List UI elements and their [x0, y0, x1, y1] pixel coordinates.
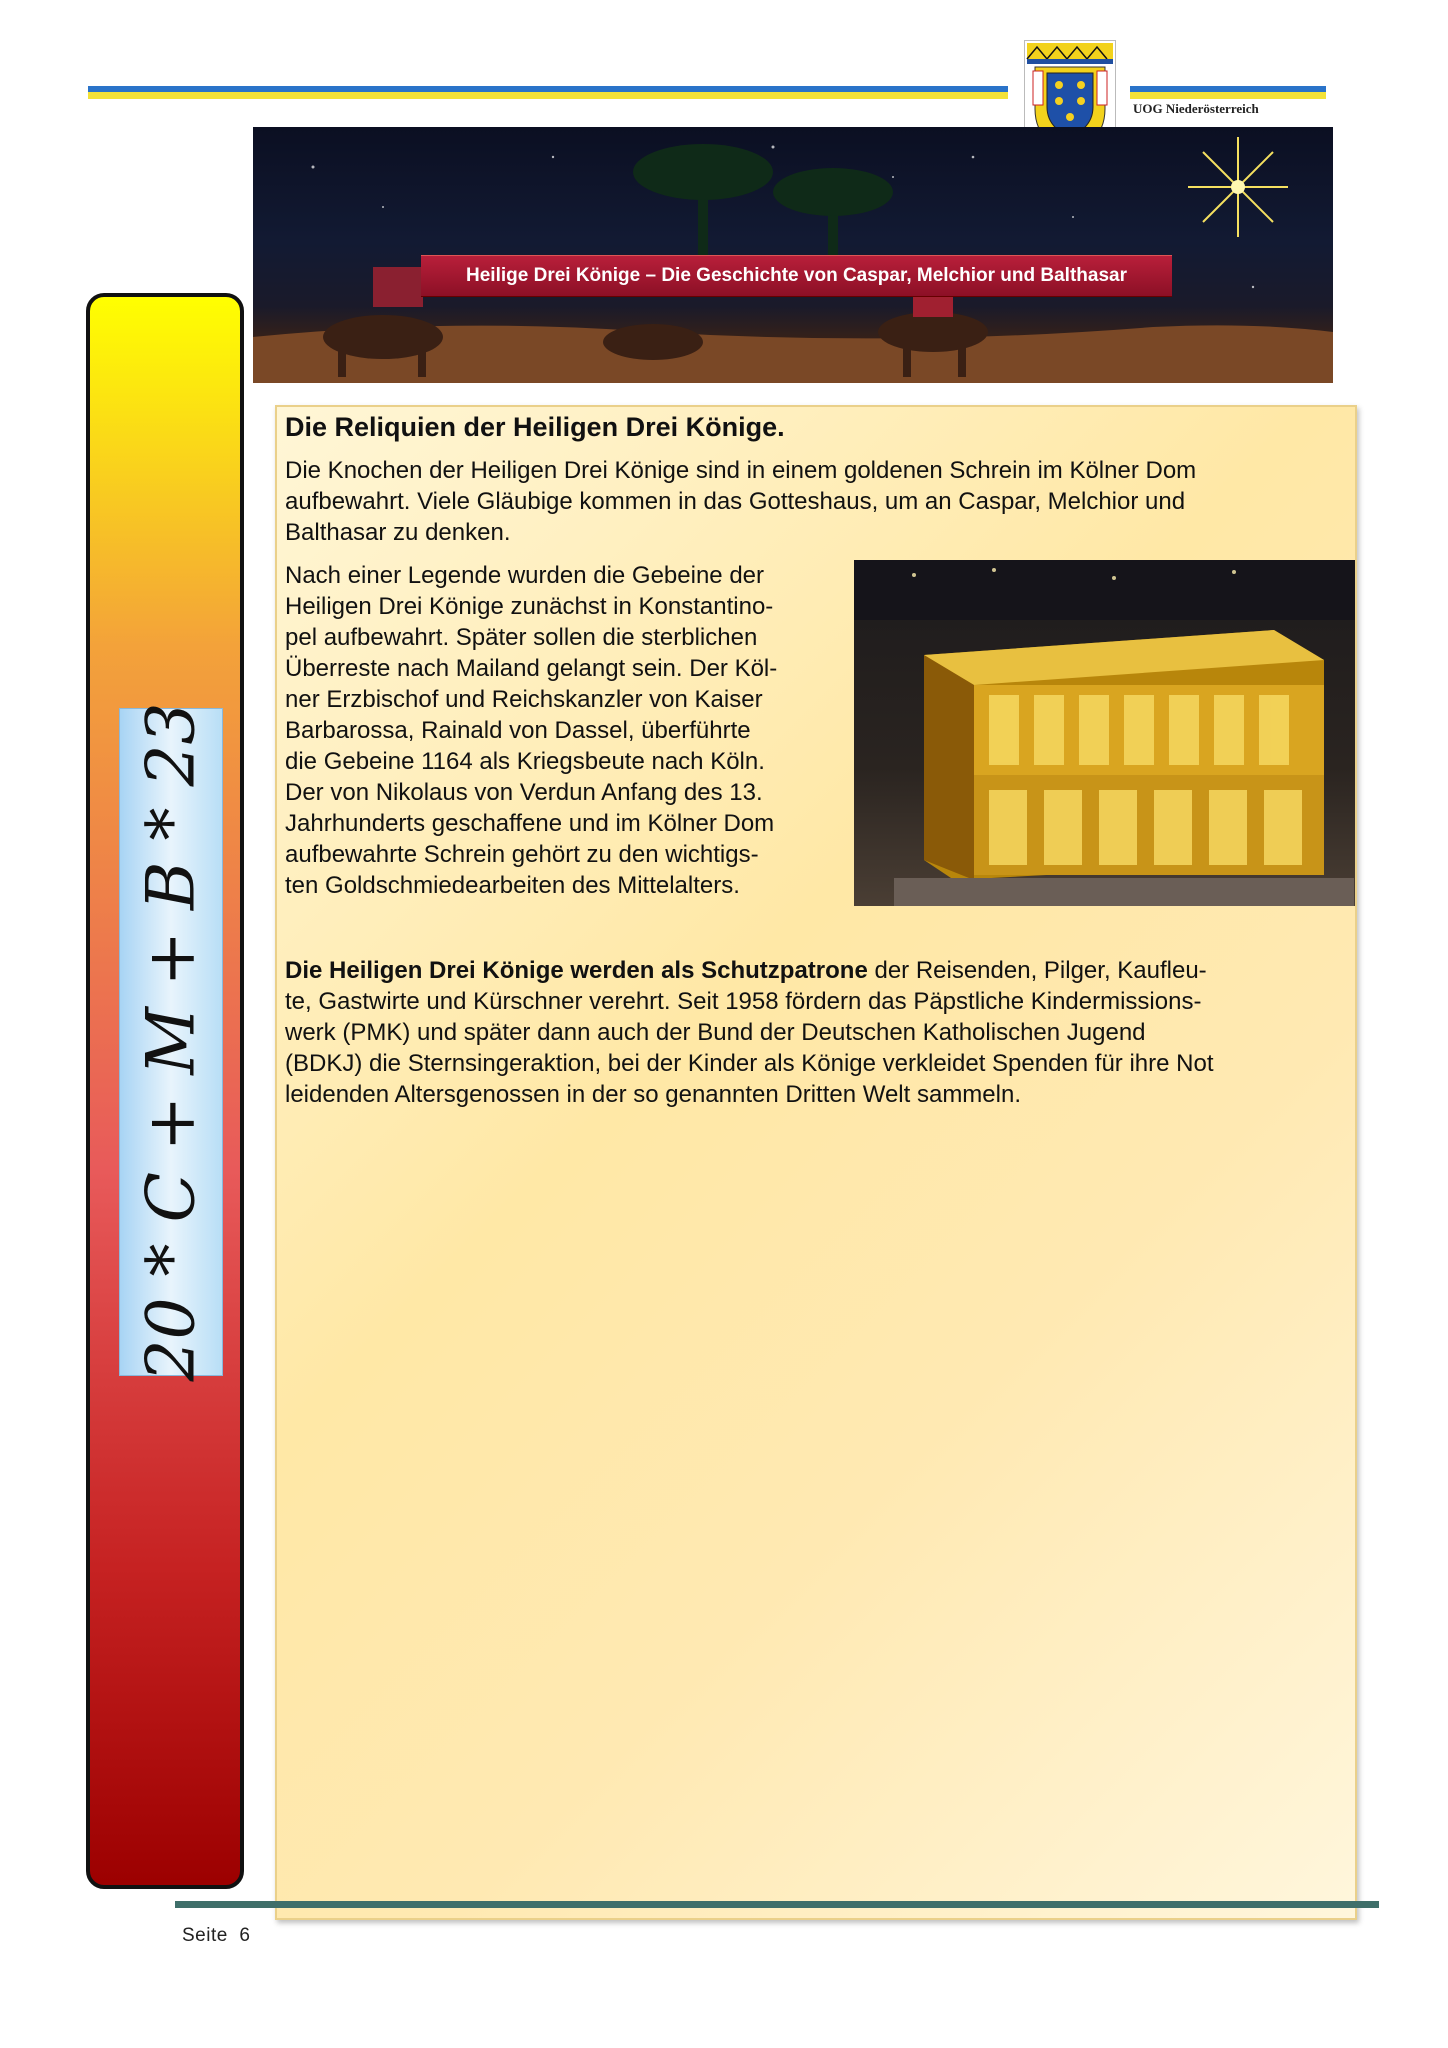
- patron-paragraph: [285, 955, 1345, 1110]
- golden-shrine-photo: [854, 560, 1355, 906]
- patron-line: werk (PMK) und später dann auch der Bund der Deutschen Katholischen Jugend: [285, 1019, 1146, 1046]
- legend-line: pel aufbewahrt. Später sollen die sterblichen: [285, 624, 758, 651]
- intro-line: Balthasar zu denken.: [285, 519, 511, 546]
- intro-line: aufbewahrt. Viele Gläubige kommen in das Gotteshaus, um an Caspar, Melchior und: [285, 488, 1186, 515]
- header-stripe-yellow: [88, 92, 1008, 99]
- legend-line: aufbewahrte Schrein gehört zu den wichtigs-: [285, 841, 759, 868]
- blessing-box: [119, 702, 223, 1382]
- organization-name: UOG Niederösterreich: [1133, 101, 1259, 116]
- page-number: Seite 6: [182, 1925, 251, 1946]
- legend-line: ner Erzbischof und Reichskanzler von Kaiser: [285, 686, 763, 713]
- patron-line: leidenden Altersgenossen in der so genannten Dritten Welt sammeln.: [285, 1081, 1021, 1108]
- legend-line: Nach einer Legende wurden die Gebeine der: [285, 562, 765, 589]
- banner-title: Heilige Drei Könige – Die Geschichte von Caspar, Melchior und Balthasar: [421, 255, 1172, 297]
- patron-bold-lead: Die Heiligen Drei Könige werden als Schutzpatrone: [285, 957, 868, 984]
- footer-line: [175, 1901, 1379, 1908]
- legend-line: Barbarossa, Rainald von Dassel, überführte: [285, 717, 751, 744]
- patron-line: (BDKJ) die Sternsingeraktion, bei der Kinder als Könige verkleidet Spenden für ihre Not: [285, 1050, 1214, 1077]
- intro-paragraph: [285, 455, 1345, 548]
- patron-line: der Reisenden, Pilger, Kaufleu-: [867, 957, 1207, 984]
- intro-line: Die Knochen der Heiligen Drei Könige sind in einem goldenen Schrein im Kölner Dom: [285, 457, 1197, 484]
- banner-image: [253, 127, 1333, 383]
- legend-line: Jahrhunderts geschaffene und im Kölner Dom: [285, 810, 775, 837]
- article-heading: Die Reliquien der Heiligen Drei Könige.: [285, 412, 785, 442]
- legend-line: ten Goldschmiedearbeiten des Mittelalters.: [285, 872, 740, 899]
- patron-line: te, Gastwirte und Kürschner verehrt. Seit 1958 fördern das Päpstliche Kindermissions-: [285, 988, 1202, 1015]
- header-stripe-yellow-right: [1130, 92, 1326, 99]
- legend-line: Heiligen Drei Könige zunächst in Konstantino-: [285, 593, 774, 620]
- blessing-text: 20 * C + M + B * 23: [132, 702, 210, 1382]
- legend-line: Der von Nikolaus von Verdun Anfang des 13.: [285, 779, 763, 806]
- legend-line: Überreste nach Mailand gelangt sein. Der Köl-: [285, 655, 778, 682]
- legend-line: die Gebeine 1164 als Kriegsbeute nach Köln.: [285, 748, 765, 775]
- legend-paragraph: [285, 560, 850, 901]
